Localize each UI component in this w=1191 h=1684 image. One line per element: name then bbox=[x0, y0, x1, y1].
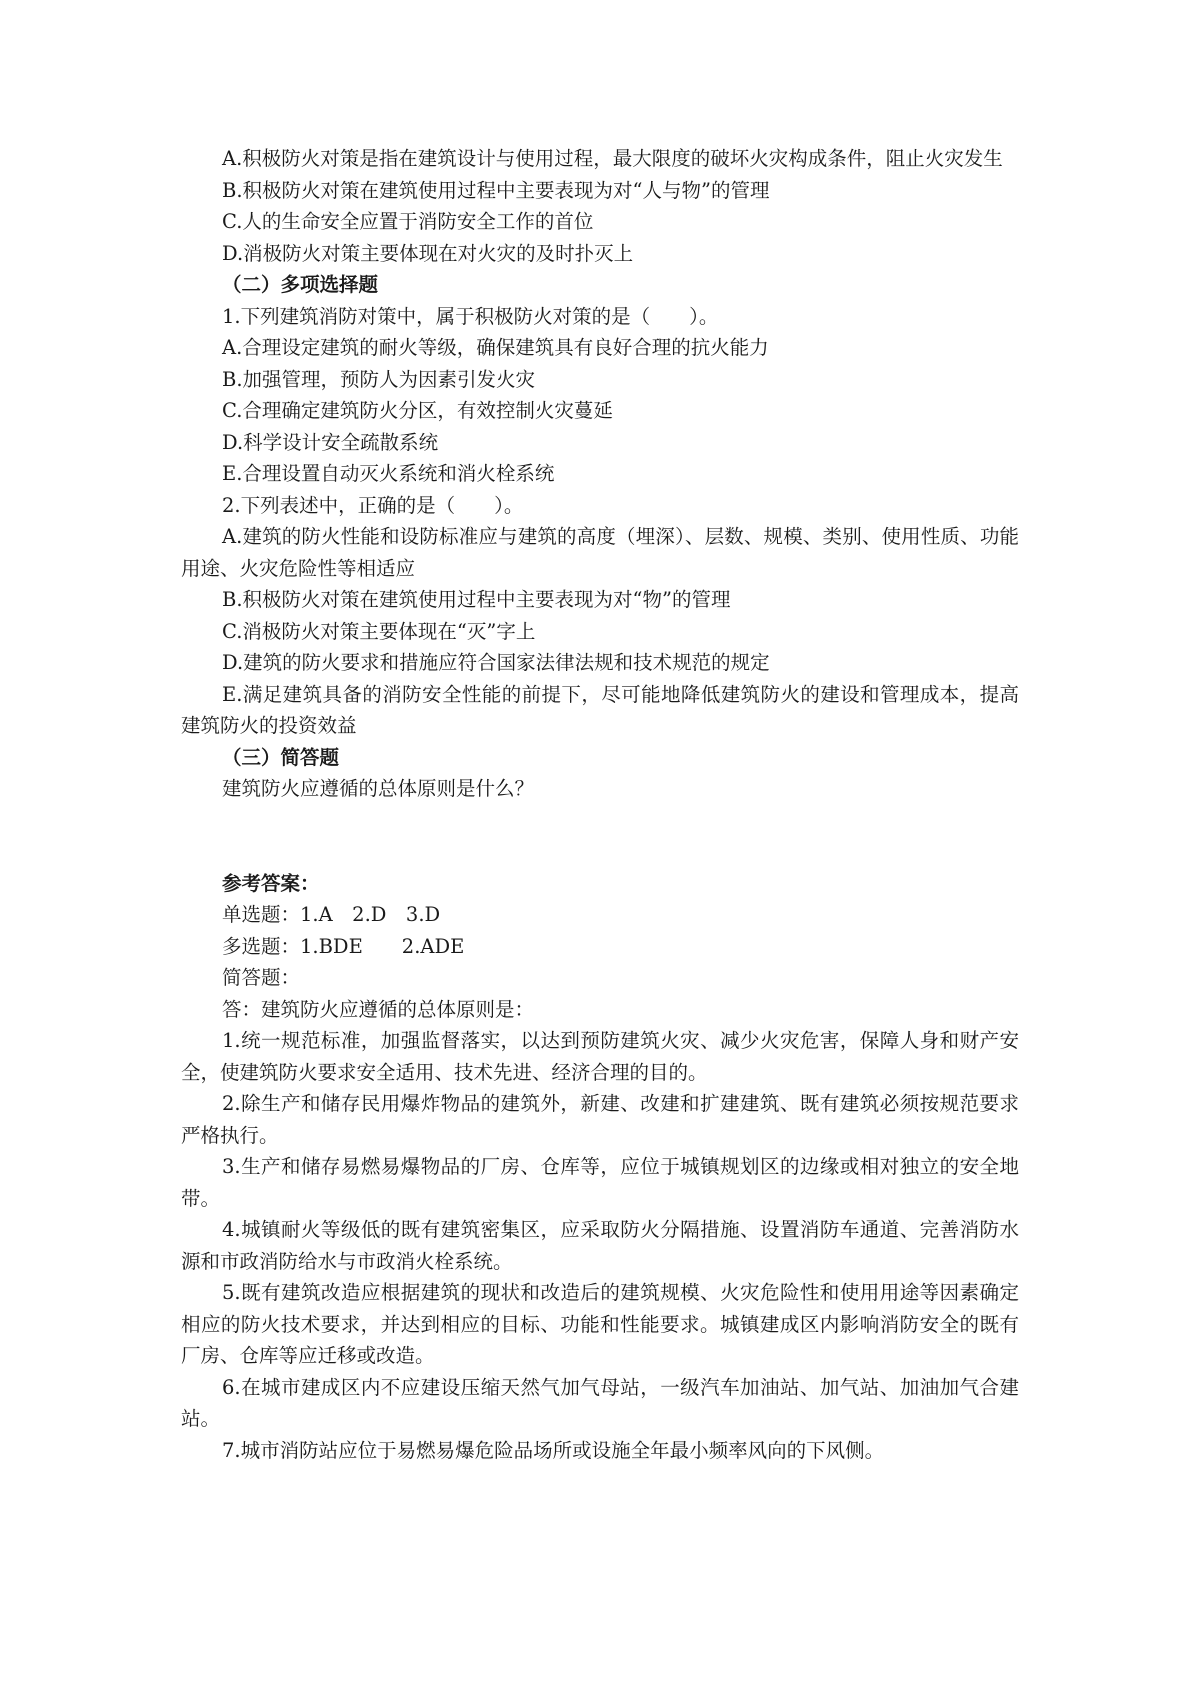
principle-item: 1.统一规范标准，加强监督落实，以达到预防建筑火灾、减少火灾危害，保障人身和财产安全，使建筑防火要求安全适用、技术先进、经济合理的目的。 bbox=[181, 1029, 1019, 1084]
document-page bbox=[181, 143, 1019, 1466]
vertical-spacer bbox=[181, 805, 1019, 868]
option-a: A.建筑的防火性能和设防标准应与建筑的高度（埋深）、层数、规模、类别、使用性质、功能用途、火灾危险性等相适应 bbox=[181, 525, 1019, 580]
option-b: B.加强管理，预防人为因素引发火灾 bbox=[222, 367, 536, 391]
option-a: A.合理设定建筑的耐火等级，确保建筑具有良好合理的抗火能力 bbox=[222, 336, 769, 359]
option-c: C.合理确定建筑防火分区，有效控制火灾蔓延 bbox=[222, 399, 613, 422]
option-e: E.合理设置自动灭火系统和消火栓系统 bbox=[222, 462, 555, 485]
question-stem: 2.下列表述中，正确的是（ ）。 bbox=[222, 493, 524, 517]
option-d: D.科学设计安全疏散系统 bbox=[222, 430, 439, 454]
option-a: A.积极防火对策是指在建筑设计与使用过程，最大限度的破坏火灾构成条件，阻止火灾发生 bbox=[222, 147, 1003, 170]
answer-short-label: 简答题： bbox=[222, 966, 301, 989]
principle-item: 7.城市消防站应位于易燃易爆危险品场所或设施全年最小频率风向的下风侧。 bbox=[222, 1438, 885, 1462]
option-d: D.消极防火对策主要体现在对火灾的及时扑灭上 bbox=[222, 241, 634, 265]
principle-item: 4.城镇耐火等级低的既有建筑密集区，应采取防火分隔措施、设置消防车通道、完善消防水源和市政消防给水与市政消火栓系统。 bbox=[181, 1218, 1019, 1273]
option-b: B.积极防火对策在建筑使用过程中主要表现为对“物”的管理 bbox=[222, 588, 731, 611]
answer-single-choice: 单选题：1.A 2.D 3.D bbox=[222, 903, 441, 926]
option-b: B.积极防火对策在建筑使用过程中主要表现为对“人与物”的管理 bbox=[222, 178, 770, 202]
option-c: C.消极防火对策主要体现在“灭”字上 bbox=[222, 619, 536, 643]
option-d: D.建筑的防火要求和措施应符合国家法律法规和技术规范的规定 bbox=[222, 651, 770, 674]
principle-item: 2.除生产和储存民用爆炸物品的建筑外，新建、改建和扩建建筑、既有建筑必须按规范要求严格执行。 bbox=[181, 1092, 1019, 1147]
section-heading-short-answer: （三）简答题 bbox=[222, 745, 340, 769]
answers-heading: 参考答案： bbox=[222, 871, 320, 895]
principle-item: 5.既有建筑改造应根据建筑的现状和改造后的建筑规模、火灾危险性和使用用途等因素确定相应的防火技术要求，并达到相应的目标、功能和性能要求。城镇建成区内影响消防安全的既有厂房、仓库等应迁移或改造。 bbox=[181, 1281, 1019, 1367]
option-c: C.人的生命安全应置于消防安全工作的首位 bbox=[222, 210, 594, 233]
section-heading-multi-choice: （二）多项选择题 bbox=[222, 273, 379, 296]
principle-item: 3.生产和储存易燃易爆物品的厂房、仓库等，应位于城镇规划区的边缘或相对独立的安全地带。 bbox=[181, 1155, 1019, 1210]
answer-multi-choice: 多选题：1.BDE 2.ADE bbox=[222, 934, 465, 958]
option-e: E.满足建筑具备的消防安全性能的前提下，尽可能地降低建筑防火的建设和管理成本，提高建筑防火的投资效益 bbox=[181, 682, 1019, 737]
principle-item: 6.在城市建成区内不应建设压缩天然气加气母站，一级汽车加油站、加气站、加油加气合建站。 bbox=[181, 1375, 1019, 1430]
answer-intro: 答：建筑防火应遵循的总体原则是： bbox=[222, 997, 535, 1021]
short-answer-question: 建筑防火应遵循的总体原则是什么？ bbox=[222, 777, 535, 800]
question-stem: 1.下列建筑消防对策中，属于积极防火对策的是（ ）。 bbox=[222, 304, 719, 328]
